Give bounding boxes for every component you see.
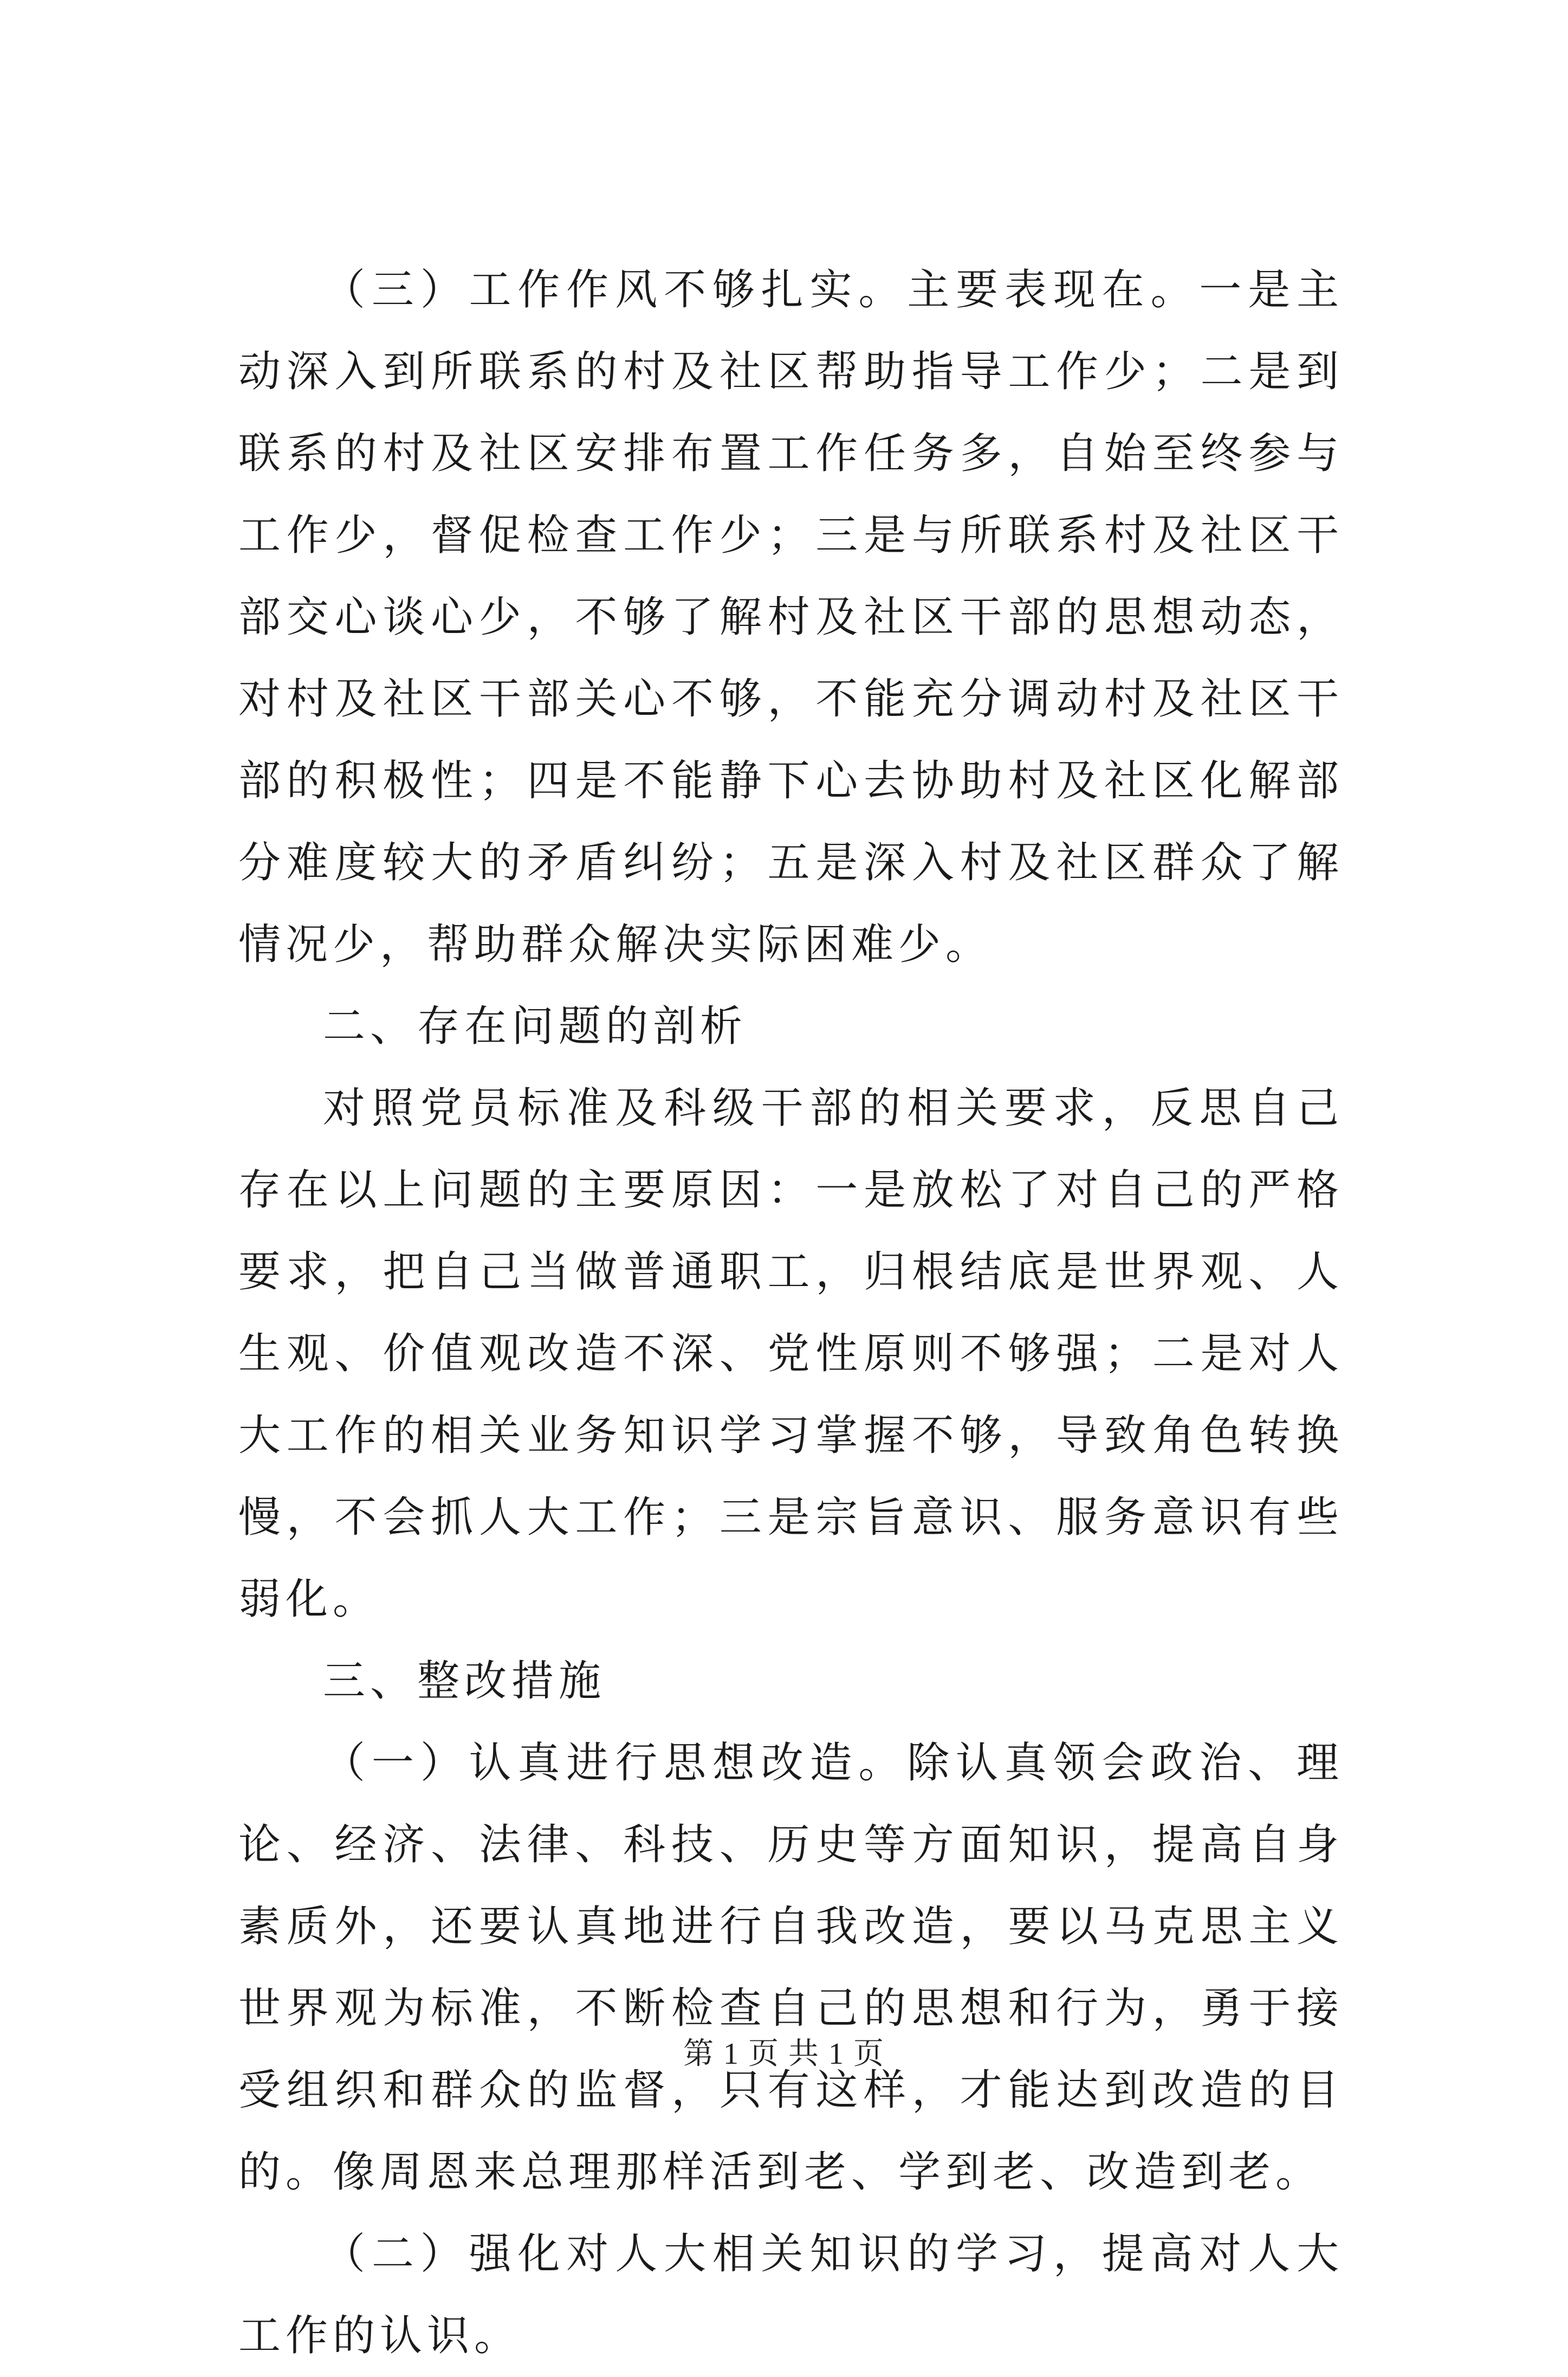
section-heading-analysis: 二、存在问题的剖析 — [323, 1002, 748, 1051]
paragraph-work-style: （三）工作作风不够扎实。主要表现在。一是主动深入到所联系的村及社区帮助指导工作少；二是到联系的村及社区安排布置工作任务多，自始至终参与工作少，督促检查工作少；三是与所联系村及社区干部交心谈心少，不够了解村及社区干部的思想动态，对村及社区干部关心不够，不能充分调动村及社区干部的积极性；四是不能静下心去协助村及社区化解部分难度较大的矛盾纠纷；五是深入村及社区群众了解情况少，帮助群众解决实际困难少。 — [238, 266, 1344, 969]
paragraph-analysis: 对照党员标准及科级干部的相关要求，反思自己存在以上问题的主要原因：一是放松了对自己的严格要求，把自己当做普通职工，归根结底是世界观、人生观、价值观改造不深、党性原则不够强；二是对人大工作的相关业务知识学习掌握不够，导致角色转换慢，不会抓人大工作；三是宗旨意识、服务意识有些弱化。 — [238, 1084, 1344, 1624]
page-footer: 第 1 页 共 1 页 — [683, 2037, 885, 2071]
paragraph-study-knowledge: （二）强化对人大相关知识的学习，提高对人大工作的认识。 — [238, 2230, 1344, 2360]
section-heading-measures: 三、整改措施 — [323, 1657, 606, 1706]
paragraph-thought-reform: （一）认真进行思想改造。除认真领会政治、理论、经济、法律、科技、历史等方面知识，提高自身素质外，还要认真地进行自我改造，要以马克思主义世界观为标准，不断检查自己的思想和行为，勇于接受组织和群众的监督，只有这样，才能达到改造的目的。像周恩来总理那样活到老、学到老、改造到老。 — [238, 1739, 1344, 2197]
